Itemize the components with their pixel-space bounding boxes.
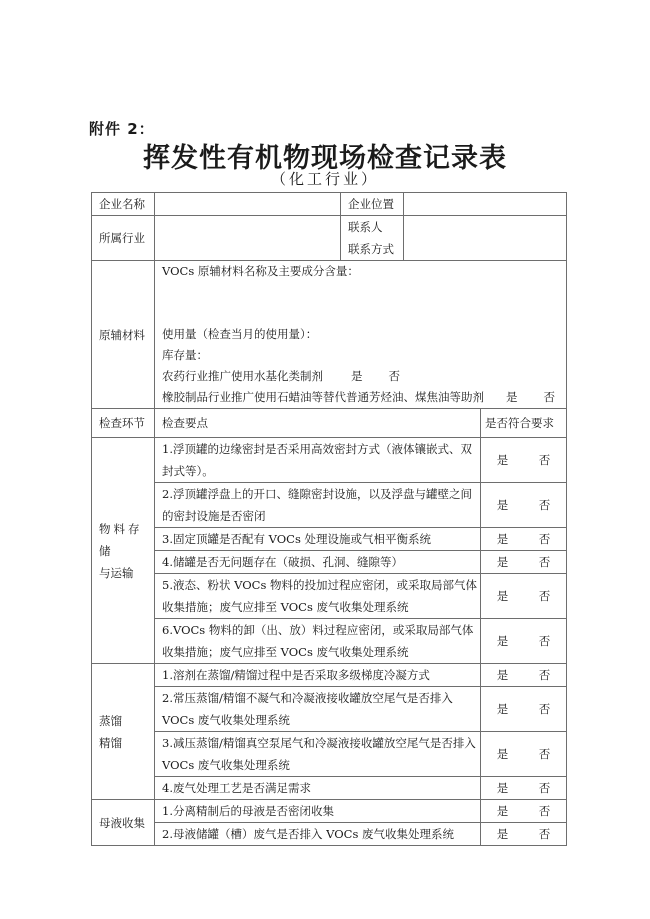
compliance-cell <box>481 732 567 777</box>
rubber-choice-text: 橡胶制品行业推广使用石蜡油等替代普通芳烃油、煤焦油等助剂 <box>162 390 484 404</box>
contact-person-label: 联系人 <box>348 220 383 234</box>
check-point: 4.废气处理工艺是否满足需求 <box>155 777 481 800</box>
contact-method-label: 联系方式 <box>348 242 394 256</box>
page-title: 挥发性有机物现场检查记录表 <box>143 143 507 174</box>
company-name-row <box>92 193 567 216</box>
industry-field[interactable] <box>155 216 341 261</box>
raw-materials-line <box>162 282 566 303</box>
attachment-label: 附件 2： <box>89 120 155 138</box>
table-row <box>92 687 567 732</box>
check-point: 3.固定顶罐是否配有 VOCs 处理设施或气相平衡系统 <box>155 528 481 551</box>
yes-option[interactable]: 是 <box>496 781 509 795</box>
compliance-cell <box>481 687 567 732</box>
rubber-choice-line <box>162 387 566 408</box>
company-name-label: 企业名称 <box>92 193 155 216</box>
check-point: 4.储罐是否无问题存在（破损、孔洞、缝隙等） <box>155 551 481 574</box>
check-point: 3.减压蒸馏/精馏真空泵尾气和冷凝液接收罐放空尾气是否排入 VOCs 废气收集处理系统 <box>155 732 481 777</box>
no-option[interactable]: 否 <box>538 747 551 761</box>
stage-cell-distillation <box>92 664 155 800</box>
table-row <box>92 551 567 574</box>
yes-option[interactable]: 是 <box>496 668 509 682</box>
contact-labels <box>341 216 404 261</box>
table-row <box>92 438 567 483</box>
table-row <box>92 777 567 800</box>
yes-option[interactable]: 是 <box>496 804 509 818</box>
table-row <box>92 574 567 619</box>
pesticide-choice-line <box>162 366 566 387</box>
no-option[interactable]: 否 <box>543 390 555 404</box>
stage-label-line: 与运输 <box>99 565 134 580</box>
no-option[interactable]: 否 <box>538 702 551 716</box>
table-row <box>92 664 567 687</box>
raw-materials-row <box>92 261 567 409</box>
no-option[interactable]: 否 <box>538 804 551 818</box>
check-point: 2.浮顶罐浮盘上的开口、缝隙密封设施，以及浮盘与罐壁之间的密封设施是否密闭 <box>155 483 481 528</box>
check-point: 6.VOCs 物料的卸（出、放）料过程应密闭，或采取局部气体收集措施；废气应排至 VOCs 废气收集处理系统 <box>155 619 481 664</box>
check-point: 1.分离精制后的母液是否密闭收集 <box>155 800 481 823</box>
yes-option[interactable]: 是 <box>496 555 509 569</box>
table-row <box>92 619 567 664</box>
contact-field[interactable] <box>404 216 567 261</box>
no-option[interactable]: 否 <box>538 532 551 546</box>
no-option[interactable]: 否 <box>538 781 551 795</box>
company-name-field[interactable] <box>155 193 341 216</box>
compliance-cell <box>481 777 567 800</box>
check-point: 2.母液储罐（槽）废气是否排入 VOCs 废气收集处理系统 <box>155 823 481 846</box>
header-row <box>92 409 567 438</box>
pesticide-choice-text: 农药行业推广使用水基化类制剂 <box>162 369 323 383</box>
yes-option[interactable]: 是 <box>496 498 509 512</box>
check-point: 2.常压蒸馏/精馏不凝气和冷凝液接收罐放空尾气是否排入 VOCs 废气收集处理系统 <box>155 687 481 732</box>
table-row <box>92 528 567 551</box>
yes-option[interactable]: 是 <box>496 827 509 841</box>
yes-option[interactable]: 是 <box>351 369 363 383</box>
compliance-cell <box>481 551 567 574</box>
industry-row <box>92 216 567 261</box>
no-option[interactable]: 否 <box>538 555 551 569</box>
yes-option[interactable]: 是 <box>506 390 518 404</box>
yes-option[interactable]: 是 <box>496 747 509 761</box>
check-point: 5.液态、粉状 VOCs 物料的投加过程应密闭，或采取局部气体收集措施；废气应排至 VOCs 废气收集处理系统 <box>155 574 481 619</box>
yes-option[interactable]: 是 <box>496 702 509 716</box>
compliance-cell <box>481 574 567 619</box>
raw-materials-line <box>162 303 566 324</box>
compliance-cell <box>481 664 567 687</box>
no-option[interactable]: 否 <box>538 668 551 682</box>
company-location-field[interactable] <box>404 193 567 216</box>
compliance-cell <box>481 528 567 551</box>
yes-option[interactable]: 是 <box>496 532 509 546</box>
no-option[interactable]: 否 <box>538 634 551 648</box>
table-row <box>92 823 567 846</box>
no-option[interactable]: 否 <box>388 369 400 383</box>
header-compliance: 是否符合要求 <box>481 409 567 438</box>
compliance-cell <box>481 823 567 846</box>
compliance-cell <box>481 619 567 664</box>
company-location-label: 企业位置 <box>341 193 404 216</box>
stage-label-line: 蒸馏 <box>99 713 122 728</box>
stage-label-line: 精馏 <box>99 735 122 750</box>
stock-line: 库存量： <box>162 348 208 362</box>
raw-materials-label: 原辅材料 <box>92 261 155 409</box>
compliance-cell <box>481 438 567 483</box>
no-option[interactable]: 否 <box>538 498 551 512</box>
compliance-cell <box>481 483 567 528</box>
stage-cell-mother-liquor <box>92 800 155 846</box>
raw-materials-line: VOCs 原辅材料名称及主要成分含量： <box>162 264 359 278</box>
table-row <box>92 800 567 823</box>
check-point: 1.浮顶罐的边缘密封是否采用高效密封方式（液体镶嵌式、双封式等）。 <box>155 438 481 483</box>
no-option[interactable]: 否 <box>538 589 551 603</box>
page-subtitle: （化工行业） <box>270 170 379 188</box>
yes-option[interactable]: 是 <box>496 634 509 648</box>
yes-option[interactable]: 是 <box>496 589 509 603</box>
compliance-cell <box>481 800 567 823</box>
yes-option[interactable]: 是 <box>496 453 509 467</box>
no-option[interactable]: 否 <box>538 453 551 467</box>
inspection-table <box>91 192 567 846</box>
usage-line: 使用量（检查当月的使用量）： <box>162 327 318 341</box>
stage-cell-storage <box>92 438 155 664</box>
header-points: 检查要点 <box>155 409 481 438</box>
check-point: 1.溶剂在蒸馏/精馏过程中是否采取多级梯度冷凝方式 <box>155 664 481 687</box>
stage-label-line: 物料存储 <box>99 521 143 558</box>
table-row <box>92 732 567 777</box>
no-option[interactable]: 否 <box>538 827 551 841</box>
stage-label-line: 母液收集 <box>99 815 145 830</box>
raw-materials-content[interactable] <box>155 261 567 409</box>
table-row <box>92 483 567 528</box>
industry-label: 所属行业 <box>92 216 155 261</box>
header-stage: 检查环节 <box>92 409 155 438</box>
